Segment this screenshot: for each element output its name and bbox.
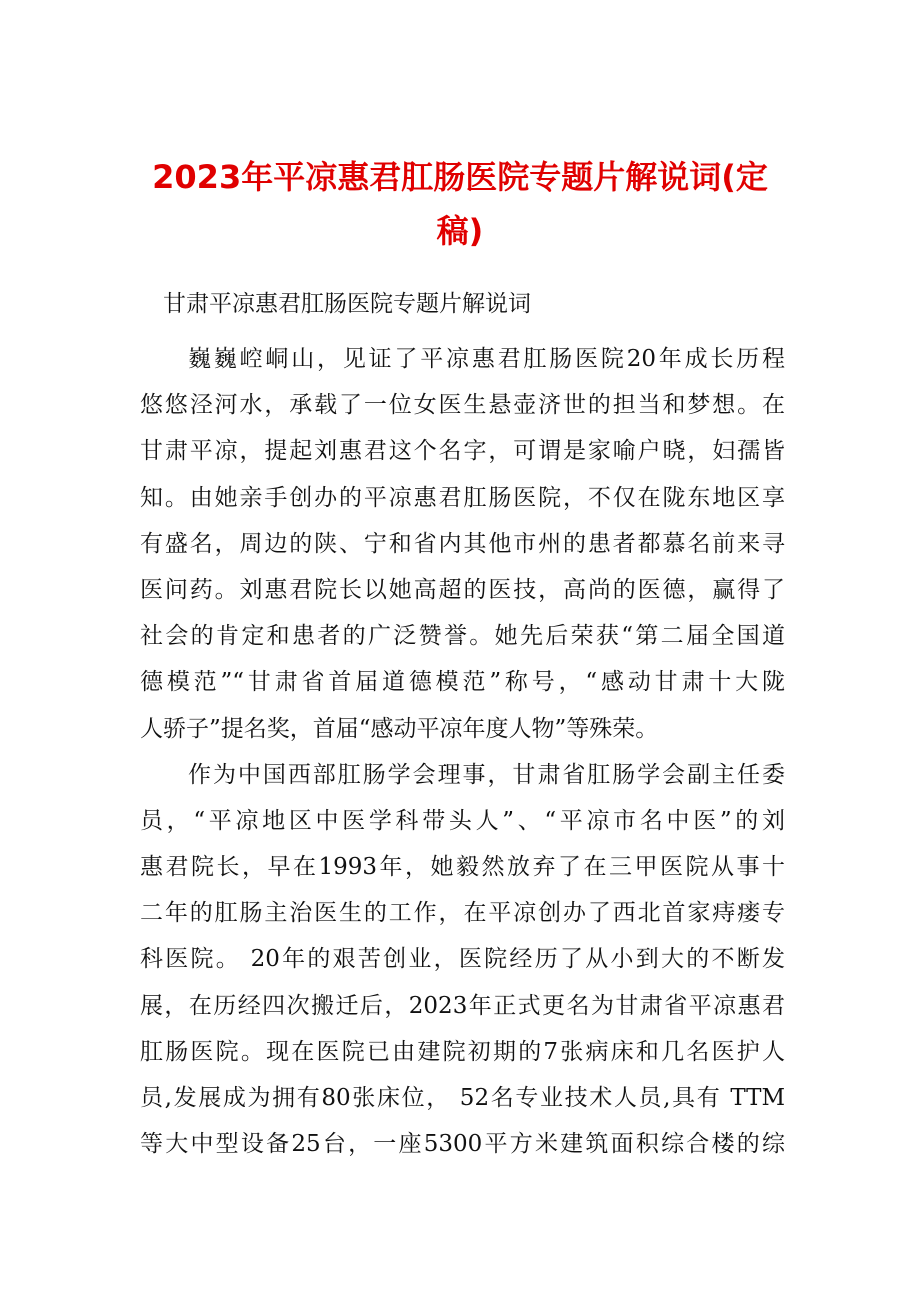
paragraph-1 xyxy=(140,336,785,752)
paragraph-line: 人骄子”提名奖，首届“感动平凉年度人物”等殊荣。 xyxy=(140,715,659,742)
paragraph-line: 德模范”“甘肃省首届道德模范”称号，“感动甘肃十大陇 xyxy=(140,669,785,696)
paragraph-line: 员,发展成为拥有80张床位， 52名专业技术人员,具有 TTM xyxy=(140,1085,785,1111)
paragraph-line: 巍巍崆峒山，见证了平凉惠君肛肠医院20年成长历程 xyxy=(188,346,785,372)
paragraph-line: 科医院。 20年的艰苦创业，医院经历了从小到大的不断发 xyxy=(140,946,785,973)
paragraph-line: 知。由她亲手创办的平凉惠君肛肠医院，不仅在陇东地区享 xyxy=(140,484,785,511)
paragraph-line: 惠君院长，早在1993年，她毅然放弃了在三甲医院从事十 xyxy=(140,854,785,881)
paragraph-line: 展，在历经四次搬迁后，2023年正式更名为甘肃省平凉惠君 xyxy=(140,992,785,1019)
paragraph-line: 悠悠泾河水，承载了一位女医生悬壶济世的担当和梦想。在 xyxy=(140,392,785,419)
paragraph-line: 有盛名，周边的陕、宁和省内其他市州的患者都慕名前来寻 xyxy=(140,530,785,557)
paragraph-line: 社会的肯定和患者的广泛赞誉。她先后荣获“第二届全国道 xyxy=(140,623,785,650)
document-subtitle: 甘肃平凉惠君肛肠医院专题片解说词 xyxy=(163,291,531,317)
paragraph-line: 肛肠医院。现在医院已由建院初期的7张病床和几名医护人 xyxy=(140,1038,785,1065)
title-line-1: 2023年平凉惠君肛肠医院专题片解说词(定 xyxy=(152,158,768,196)
paragraph-line: 等大中型设备25台，一座5300平方米建筑面积综合楼的综 xyxy=(140,1131,785,1158)
paragraph-line: 员，“平凉地区中医学科带头人”、“平凉市名中医”的刘 xyxy=(140,807,785,834)
document-title xyxy=(0,150,920,258)
paragraph-line: 二年的肛肠主治医生的工作，在平凉创办了西北首家痔瘘专 xyxy=(140,900,785,927)
document-body xyxy=(140,336,785,1167)
paragraph-line: 甘肃平凉，提起刘惠君这个名字，可谓是家喻户晓，妇孺皆 xyxy=(140,438,785,465)
paragraph-line: 作为中国西部肛肠学会理事，甘肃省肛肠学会副主任委 xyxy=(188,761,785,788)
paragraph-2 xyxy=(140,752,785,1168)
paragraph-line: 医问药。刘惠君院长以她高超的医技，高尚的医德，赢得了 xyxy=(140,576,785,603)
title-line-2: 稿) xyxy=(436,212,484,250)
